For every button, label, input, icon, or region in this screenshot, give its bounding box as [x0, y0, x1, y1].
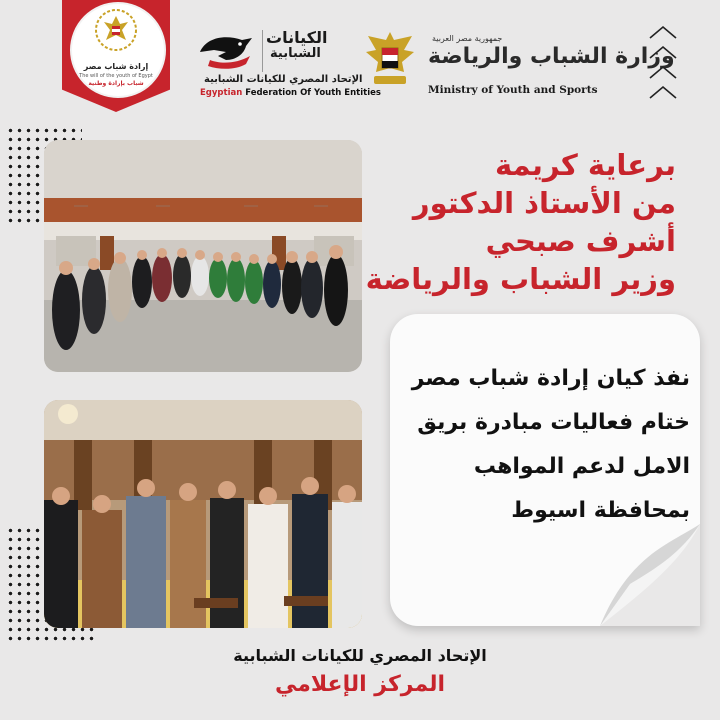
group-photo-outdoor — [44, 140, 362, 372]
ministry-name-ar: وزارة الشباب والرياضة — [428, 44, 675, 69]
chevron-up-icon — [648, 44, 678, 60]
announcement-line3: الامل لدعم المواهب — [473, 454, 690, 479]
header-divider — [262, 30, 263, 72]
federation-name-line1: الكيانات — [266, 28, 328, 47]
badge-subtitle: The will of the youth of Egypt — [79, 73, 153, 79]
badge-tagline: شباب بإرادة وطنية — [88, 80, 144, 87]
chevron-up-icon — [648, 24, 678, 40]
patronage-line4: وزير الشباب والرياضة — [365, 262, 676, 296]
federation-english-prefix: Egyptian — [200, 88, 243, 98]
announcement-line1: نفذ كيان إرادة شباب مصر — [411, 366, 690, 391]
footer-media-center: المركز الإعلامي — [274, 672, 446, 697]
eagle-of-saladin-emblem-icon — [364, 28, 416, 92]
federation-name-line2: الشبابية — [270, 46, 321, 61]
announcement-line4: بمحافظة اسيوط — [511, 498, 690, 523]
patronage-line1: برعاية كريمة — [494, 148, 676, 182]
chevron-up-icon — [648, 84, 678, 100]
announcement-line2: ختام فعاليات مبادرة بريق — [417, 410, 690, 435]
chevron-up-icon — [648, 64, 678, 80]
patronage-line2: من الأستاذ الدكتور — [412, 186, 676, 220]
patronage-line3: أشرف صبحي — [485, 224, 676, 258]
page-curl — [600, 524, 700, 626]
audience-photo-indoor — [44, 400, 362, 628]
ministry-name-en: Ministry of Youth and Sports — [428, 84, 598, 96]
footer-org: الإتحاد المصري للكيانات الشبابية — [233, 646, 487, 665]
eagle-head-icon — [196, 30, 254, 74]
federation-full-name: الإتحاد المصري للكيانات الشبابية — [204, 74, 363, 85]
federation-english-rest: Federation Of Youth Entities — [242, 88, 381, 98]
eagle-emblem-icon — [94, 8, 138, 52]
badge-title: إرادة شباب مصر — [83, 62, 149, 71]
ministry-republic: جمهورية مصر العربية — [432, 34, 503, 43]
federation-english-name — [200, 88, 381, 98]
